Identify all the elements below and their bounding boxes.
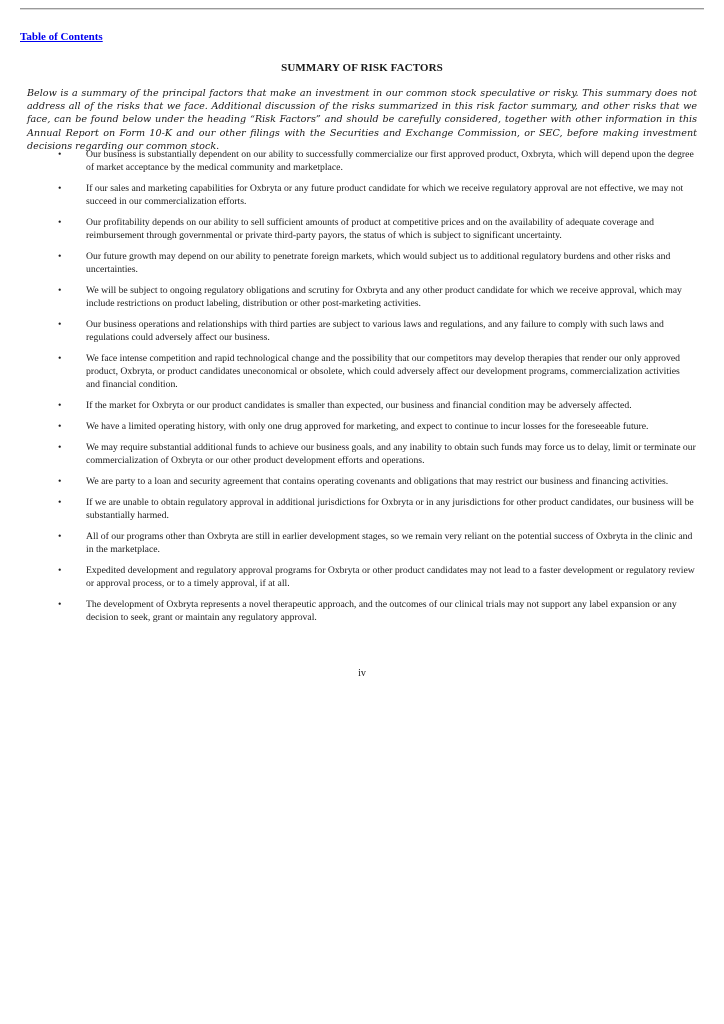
list-item bbox=[0, 250, 724, 276]
list-item bbox=[0, 496, 724, 522]
risk-text: The development of Oxbryta represents a novel therapeutic approach, and the outcomes of our clinical trials may not support any label expansion or any decision to seek, grant or maintain any regulatory approval. bbox=[86, 598, 677, 623]
bullet-icon: • bbox=[58, 441, 62, 453]
risk-text: If the market for Oxbryta or our product candidates is smaller than expected, our business and financial condition may be adversely affected. bbox=[86, 400, 632, 412]
top-divider bbox=[20, 8, 704, 9]
bullet-icon: • bbox=[58, 564, 62, 576]
risk-text: We are party to a loan and security agreement that contains operating covenants and obligations that may restrict our business and financing activities. bbox=[86, 475, 669, 487]
bullet-icon: • bbox=[58, 353, 62, 364]
list-item bbox=[0, 441, 724, 467]
risk-text: Our business is substantially dependent on our ability to successfully commercialize our first approved product, Oxbryta, which will depend upon the degree of market acceptance by the medical community and marketplace. bbox=[86, 149, 694, 174]
bullet-icon: • bbox=[58, 421, 62, 432]
risk-text: We have a limited operating history, with only one drug approved for marketing, and expect to continue to incur losses for the foreseeable future. bbox=[86, 421, 649, 432]
risk-text: Expedited development and regulatory approval programs for Oxbryta or other product candidates may not lead to a faster development or regulatory review or approval process, or to a timely approval, if at all. bbox=[86, 564, 695, 589]
bullet-icon: • bbox=[58, 319, 62, 330]
bullet-icon: • bbox=[58, 285, 62, 296]
intro-paragraph: Below is a summary of the principal factors that make an investment in our common stock speculative or risky. This summary does not address all of the risks that we face. Additional discussion of the risks summarized in this risk factor summary, and other risks that we face, can be found below under the heading “Risk Factors” and should be carefully considered, together with other information in this Annual Report on Form 10-K and our other filings with the Securities and Exchange Commission, or SEC, before making investment decisions regarding our common stock. bbox=[27, 88, 697, 152]
bullet-icon: • bbox=[58, 530, 62, 542]
bullet-icon: • bbox=[58, 251, 62, 262]
list-item bbox=[0, 148, 724, 174]
risk-text: If we are unable to obtain regulatory approval in additional jurisdictions for Oxbryta or in any jurisdictions for other product candidates, our business will be substantially harmed. bbox=[86, 496, 694, 521]
risk-factor-list bbox=[0, 148, 724, 632]
bullet-icon: • bbox=[58, 598, 62, 610]
risk-text: Our profitability depends on our ability to sell sufficient amounts of product at competitive prices and on the availability of adequate coverage and reimbursement through governmental or private third-party payors, the status of which is subject to significant uncertainty. bbox=[86, 217, 654, 242]
table-of-contents-link[interactable]: Table of Contents bbox=[20, 31, 103, 43]
bullet-icon: • bbox=[58, 217, 62, 228]
bullet-icon: • bbox=[58, 475, 62, 487]
list-item bbox=[0, 475, 724, 488]
list-item bbox=[0, 182, 724, 208]
bullet-icon: • bbox=[58, 400, 62, 412]
list-item bbox=[0, 318, 724, 344]
list-item bbox=[0, 564, 724, 590]
page-number: iv bbox=[358, 668, 366, 679]
section-heading: SUMMARY OF RISK FACTORS bbox=[281, 62, 443, 74]
bullet-icon: • bbox=[58, 149, 62, 160]
list-item bbox=[0, 352, 724, 392]
list-item bbox=[0, 530, 724, 556]
list-item bbox=[0, 420, 724, 433]
risk-text: We may require substantial additional funds to achieve our business goals, and any inability to obtain such funds may force us to delay, limit or terminate our commercialization of Oxbryta or our other product development efforts and operations. bbox=[86, 441, 696, 466]
bullet-icon: • bbox=[58, 496, 62, 508]
list-item bbox=[0, 284, 724, 310]
risk-text: We face intense competition and rapid technological change and the possibility that our competitors may develop therapies that render our only approved product, Oxbryta, or product candidates uneconomical or obsolete, which could adversely affect our development programs, commercialization activities and financial condition. bbox=[86, 353, 681, 391]
list-item bbox=[0, 399, 724, 412]
risk-text: Our business operations and relationships with third parties are subject to various laws and regulations, and any failure to comply with such laws and regulations could adversely affect our business. bbox=[86, 319, 664, 344]
list-item bbox=[0, 598, 724, 624]
list-item bbox=[0, 216, 724, 242]
risk-text: If our sales and marketing capabilities for Oxbryta or any future product candidate for which we receive regulatory approval are not effective, we may not succeed in our commercialization efforts. bbox=[86, 183, 684, 208]
risk-text: We will be subject to ongoing regulatory obligations and scrutiny for Oxbryta and any other product candidate for which we receive approval, which may include restrictions on product labeling, distribution or other post-marketing activities. bbox=[86, 285, 682, 310]
risk-text: All of our programs other than Oxbryta are still in earlier development stages, so we remain very reliant on the potential success of Oxbryta in the clinic and in the marketplace. bbox=[86, 530, 693, 555]
bullet-icon: • bbox=[58, 183, 62, 194]
risk-text: Our future growth may depend on our ability to penetrate foreign markets, which would subject us to additional regulatory burdens and other risks and uncertainties. bbox=[86, 251, 671, 276]
